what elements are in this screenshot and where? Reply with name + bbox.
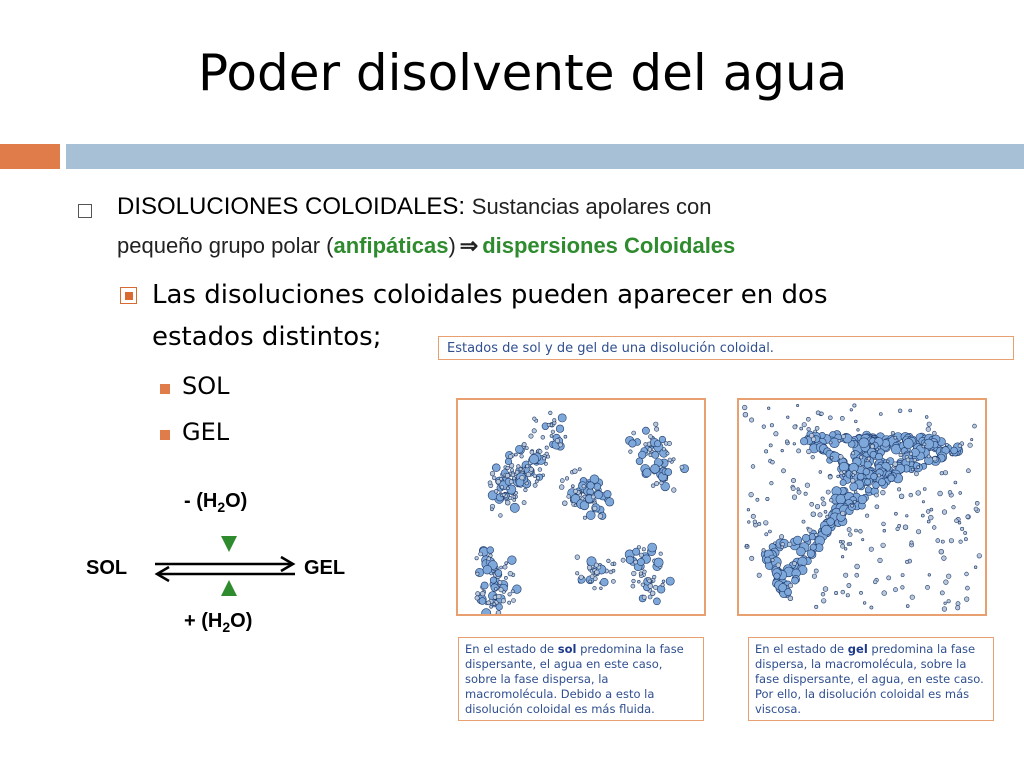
bullet2-line2: estados distintos; bbox=[152, 322, 382, 352]
dispersiones-term: dispersiones Coloidales bbox=[482, 233, 736, 258]
bullet1-text-b-mid: ) bbox=[448, 233, 456, 258]
figure-caption: Estados de sol y de gel de una disolución coloidal. bbox=[438, 336, 1014, 360]
square-bullet-icon bbox=[160, 430, 170, 440]
slide-title: Poder disolvente del agua bbox=[198, 44, 848, 102]
sol-equilibrium-label: SOL bbox=[86, 557, 128, 579]
bullet1-line1 bbox=[117, 193, 711, 221]
state-sol-item: SOL bbox=[182, 372, 230, 400]
plus-water-label: + $(H_2O)$ bbox=[184, 610, 253, 635]
sol-particles-illustration bbox=[458, 400, 704, 614]
sol-state-image bbox=[456, 398, 706, 616]
hollow-square-bullet-icon bbox=[78, 204, 92, 218]
square-bullet-icon bbox=[160, 384, 170, 394]
filled-square-bullet-icon bbox=[120, 287, 137, 304]
bullet1-heading: DISOLUCIONES COLOIDALES: bbox=[117, 193, 466, 220]
gel-description: En el estado de gel predomina la fase dispersa, la macromolécula, sobre la fase dispersante, el agua, en este caso. Por ello, la disolución coloidal es más viscosa. bbox=[748, 637, 994, 721]
state-gel-item: GEL bbox=[182, 418, 230, 446]
bullet2-line1: Las disoluciones coloidales pueden aparecer en dos bbox=[152, 280, 828, 310]
accent-bar-orange bbox=[0, 144, 60, 169]
implies-icon: ⇒ bbox=[459, 233, 479, 258]
minus-water-label: - $(H_2O)$ bbox=[184, 490, 248, 515]
equilibrium-arrows-icon bbox=[145, 534, 305, 600]
anfipaticas-term: anfipáticas bbox=[333, 233, 449, 258]
gel-equilibrium-label: GEL bbox=[304, 557, 346, 579]
accent-bar-blue bbox=[66, 144, 1024, 169]
bullet1-line2 bbox=[117, 233, 735, 259]
gel-state-image bbox=[737, 398, 987, 616]
bullet1-text-a: Sustancias apolares con bbox=[471, 194, 712, 219]
sol-description: En el estado de sol predomina la fase dispersante, el agua en este caso, sobre la fase dispersa, la macromolécula. Debido a esto la disolución coloidal es más fluida. bbox=[458, 637, 704, 721]
gel-network-illustration bbox=[739, 400, 985, 614]
bullet1-text-b-prefix: pequeño grupo polar ( bbox=[117, 233, 334, 258]
